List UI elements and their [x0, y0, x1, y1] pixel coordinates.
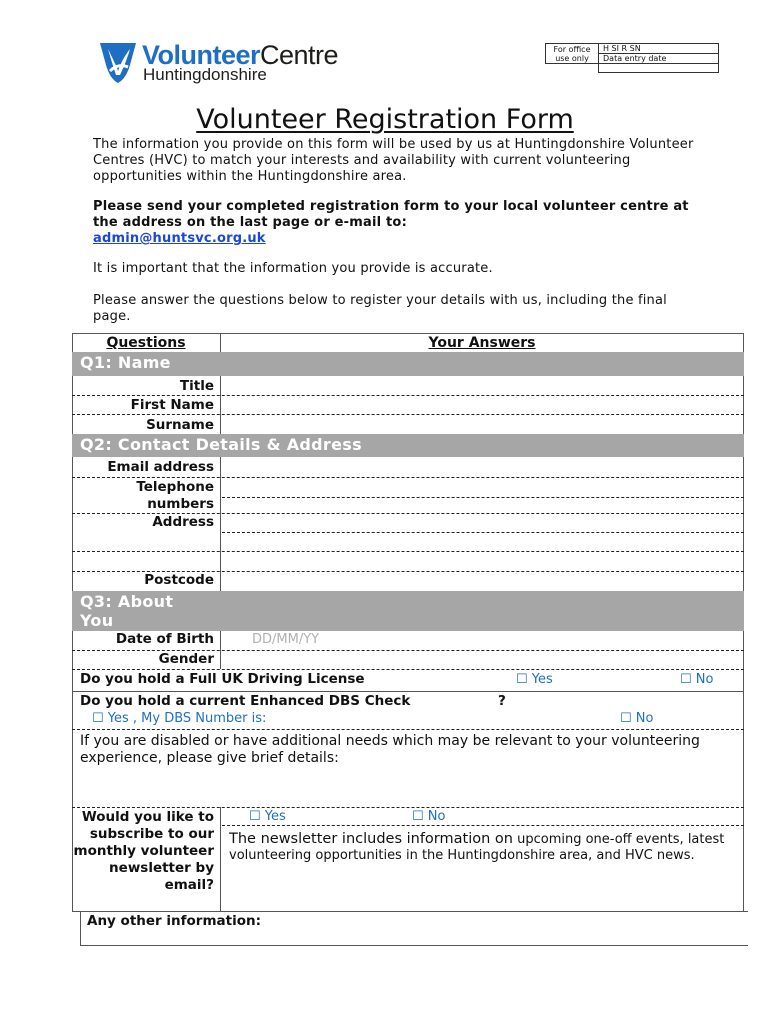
telephone-label: Telephone numbers — [136, 479, 214, 512]
address-label: Address — [152, 514, 214, 530]
section-q2-contact: Q2: Contact Details & Address — [72, 434, 744, 457]
telephone-field[interactable] — [222, 478, 742, 512]
first-name-label: First Name — [130, 397, 214, 413]
postcode-field[interactable] — [222, 572, 742, 590]
logo-subtitle: Huntingdonshire — [143, 65, 267, 84]
first-name-field[interactable] — [222, 396, 742, 414]
gender-field[interactable] — [222, 651, 742, 669]
registration-table — [72, 333, 744, 948]
logo-title: VolunteerCentre — [142, 40, 339, 70]
dbs-label: Do you hold a current Enhanced DBS Check — [80, 693, 411, 709]
office-row-blank — [599, 64, 719, 73]
dbs-question-mark: ? — [498, 693, 506, 709]
dbs-no-checkbox[interactable]: ☐ No — [620, 711, 654, 726]
questions-header: Questions — [106, 335, 186, 351]
volunteer-centre-logo — [96, 40, 356, 86]
answer-instructions: Please answer the questions below to register your details with us, including the final page. — [93, 293, 667, 324]
office-use-label: For office use only — [546, 44, 599, 64]
email-address-label: Email address — [107, 459, 214, 475]
send-instructions: Please send your completed registration form to your local volunteer centre at the address on the last page or e-mail to: admin@huntsvc.org.uk — [93, 199, 689, 246]
other-info-label: Any other information: — [87, 913, 261, 929]
title-label: Title — [179, 378, 214, 394]
dob-field[interactable]: DD/MM/YY — [252, 632, 320, 647]
office-row-date: Data entry date — [599, 54, 719, 64]
page-title: Volunteer Registration Form — [196, 104, 574, 135]
logo-emblem-icon — [96, 41, 140, 85]
office-use-box — [545, 43, 719, 73]
dob-label: Date of Birth — [115, 631, 214, 647]
dbs-yes-checkbox[interactable]: ☐ Yes , My DBS Number is: — [92, 711, 267, 726]
newsletter-yes-checkbox[interactable]: ☐ Yes — [249, 809, 286, 824]
disabled-needs-field[interactable] — [80, 769, 740, 805]
other-info-field[interactable] — [87, 929, 737, 943]
office-row-hsirsn: H SI R SN — [599, 44, 719, 54]
gender-label: Gender — [158, 651, 214, 667]
intro-paragraph: The information you provide on this form will be used by us at Huntingdonshire Volunteer Centres (HVC) to match your interests and availability with current volunteering opportunities within the Huntingdonshire area. — [93, 137, 694, 184]
section-q1-name: Q1: Name — [72, 352, 744, 376]
disabled-needs-prompt: If you are disabled or have additional needs which may be relevant to your volunteering experience, please give brief details: — [80, 733, 700, 766]
driving-license-label: Do you hold a Full UK Driving License — [80, 671, 365, 687]
answers-header: Your Answers — [428, 335, 536, 351]
newsletter-no-checkbox[interactable]: ☐ No — [412, 809, 446, 824]
surname-label: Surname — [146, 417, 214, 433]
title-field[interactable] — [222, 377, 742, 395]
email-link[interactable]: admin@huntsvc.org.uk — [93, 231, 266, 246]
postcode-label: Postcode — [144, 572, 214, 588]
driving-no-checkbox[interactable]: ☐ No — [680, 672, 714, 687]
address-field[interactable] — [222, 514, 742, 570]
email-address-field[interactable] — [222, 458, 742, 476]
accuracy-note: It is important that the information you provide is accurate. — [93, 261, 493, 276]
newsletter-label: Would you like to subscribe to our monthly volunteer newsletter by email? — [73, 809, 214, 893]
surname-field[interactable] — [222, 415, 742, 433]
newsletter-info: The newsletter includes information on upcoming one-off events, latest volunteering opportunities in the Huntingdonshire area, and HVC news. — [229, 831, 725, 863]
driving-yes-checkbox[interactable]: ☐ Yes — [516, 672, 553, 687]
section-q3-about: Q3: About You — [72, 591, 744, 631]
